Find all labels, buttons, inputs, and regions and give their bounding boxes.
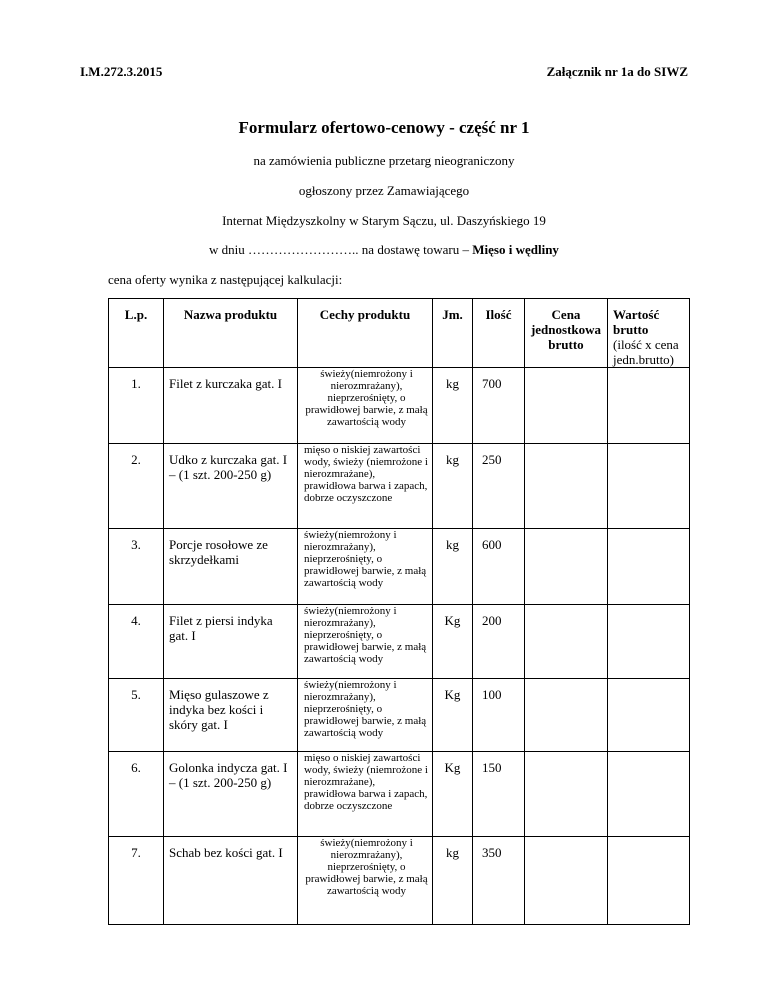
- attachment-label: Załącznik nr 1a do SIWZ: [546, 64, 688, 79]
- header-gross-value: [608, 299, 690, 368]
- row-quantity: 150: [473, 752, 525, 837]
- header-gross-value-line-1: Wartość: [613, 307, 660, 322]
- header-lp: L.p.: [109, 299, 164, 368]
- row-lp: 2.: [109, 444, 164, 529]
- row-gross-value-cell[interactable]: [608, 679, 690, 752]
- row-product-name: Mięso gulaszowe z indyka bez kości i skóry gat. I: [164, 679, 298, 752]
- row-product-features: świeży(niemrożony i nierozmrażany), nieprzerośnięty, o prawidłowej barwie, z małą zawartością wody: [298, 605, 433, 679]
- header-unit-price-line-3: brutto: [548, 337, 584, 352]
- row-unit: Kg: [433, 679, 473, 752]
- delivery-text: w dniu …………………….. na dostawę towaru –: [209, 242, 473, 257]
- table-row: [109, 752, 690, 837]
- row-product-features: świeży(niemrożony i nierozmrażany), nieprzerośnięty, o prawidłowej barwie, z małą zawartością wody: [298, 837, 433, 925]
- header-unit: Jm.: [433, 299, 473, 368]
- row-product-features: świeży(niemrożony i nierozmrażany), nieprzerośnięty, o prawidłowej barwie, z małą zawartością wody: [298, 679, 433, 752]
- row-gross-value-cell[interactable]: [608, 752, 690, 837]
- row-unit-price-cell[interactable]: [525, 444, 608, 529]
- row-product-name: Filet z kurczaka gat. I: [164, 368, 298, 444]
- row-lp: 6.: [109, 752, 164, 837]
- row-product-name: Udko z kurczaka gat. I – (1 szt. 200-250 g): [164, 444, 298, 529]
- row-product-name: Schab bez kości gat. I: [164, 837, 298, 925]
- row-quantity: 700: [473, 368, 525, 444]
- row-gross-value-cell[interactable]: [608, 368, 690, 444]
- row-product-name: Porcje rosołowe ze skrzydełkami: [164, 529, 298, 605]
- delivery-category: Mięso i wędliny: [472, 242, 559, 257]
- table-row: [109, 679, 690, 752]
- table-row: [109, 605, 690, 679]
- row-lp: 4.: [109, 605, 164, 679]
- row-lp: 7.: [109, 837, 164, 925]
- header-gross-value-line-4: jedn.brutto): [613, 352, 675, 367]
- row-unit-price-cell[interactable]: [525, 605, 608, 679]
- row-product-features: świeży(niemrożony i nierozmrażany), nieprzerośnięty, o prawidłowej barwie, z małą zawartością wody: [298, 368, 433, 444]
- row-gross-value-cell[interactable]: [608, 444, 690, 529]
- header-gross-value-line-3: (ilość x cena: [613, 337, 679, 352]
- row-product-features: świeży(niemrożony i nierozmrażany), nieprzerośnięty, o prawidłowej barwie, z małą zawartością wody: [298, 529, 433, 605]
- row-product-features: mięso o niskiej zawartości wody, świeży (niemrożone i nierozmrażane), prawidłowa barwa i zapach, dobrze oczyszczone: [298, 444, 433, 529]
- row-product-name: Filet z piersi indyka gat. I: [164, 605, 298, 679]
- row-gross-value-cell[interactable]: [608, 837, 690, 925]
- row-unit-price-cell[interactable]: [525, 529, 608, 605]
- row-unit: kg: [433, 529, 473, 605]
- row-unit-price-cell[interactable]: [525, 837, 608, 925]
- header-gross-value-line-2: brutto: [613, 322, 649, 337]
- row-quantity: 250: [473, 444, 525, 529]
- table-row: [109, 529, 690, 605]
- price-table: [108, 298, 690, 925]
- table-row: [109, 444, 690, 529]
- row-quantity: 350: [473, 837, 525, 925]
- header-product-name: Nazwa produktu: [164, 299, 298, 368]
- intro-line-4: [0, 242, 768, 258]
- row-unit-price-cell[interactable]: [525, 752, 608, 837]
- document-reference: I.M.272.3.2015: [80, 64, 163, 79]
- calculation-note: cena oferty wynika z następującej kalkulacji:: [108, 272, 343, 287]
- row-unit-price-cell[interactable]: [525, 368, 608, 444]
- row-lp: 5.: [109, 679, 164, 752]
- row-unit: Kg: [433, 752, 473, 837]
- row-lp: 3.: [109, 529, 164, 605]
- row-quantity: 600: [473, 529, 525, 605]
- row-quantity: 100: [473, 679, 525, 752]
- row-product-features: mięso o niskiej zawartości wody, świeży (niemrożone i nierozmrażane), prawidłowa barwa i zapach, dobrze oczyszczone: [298, 752, 433, 837]
- page-title: Formularz ofertowo-cenowy - część nr 1: [238, 118, 530, 137]
- row-unit: kg: [433, 368, 473, 444]
- row-unit-price-cell[interactable]: [525, 679, 608, 752]
- header-unit-price: [525, 299, 608, 368]
- table-row: [109, 368, 690, 444]
- row-gross-value-cell[interactable]: [608, 529, 690, 605]
- intro-line-1: na zamówienia publiczne przetarg nieograniczony: [253, 153, 515, 168]
- row-lp: 1.: [109, 368, 164, 444]
- intro-line-2: ogłoszony przez Zamawiającego: [298, 183, 470, 198]
- header-unit-price-line-1: Cena: [551, 307, 581, 322]
- intro-line-3: Internat Międzyszkolny w Starym Sączu, ul. Daszyńskiego 19: [222, 213, 546, 228]
- header-quantity: Ilość: [473, 299, 525, 368]
- table-row: [109, 837, 690, 925]
- row-unit: Kg: [433, 605, 473, 679]
- row-unit: kg: [433, 444, 473, 529]
- row-product-name: Golonka indycza gat. I – (1 szt. 200-250 g): [164, 752, 298, 837]
- header-unit-price-line-2: jednostkowa: [530, 322, 602, 337]
- row-unit: kg: [433, 837, 473, 925]
- row-gross-value-cell[interactable]: [608, 605, 690, 679]
- row-quantity: 200: [473, 605, 525, 679]
- table-header-row: [109, 299, 690, 368]
- header-product-features: Cechy produktu: [298, 299, 433, 368]
